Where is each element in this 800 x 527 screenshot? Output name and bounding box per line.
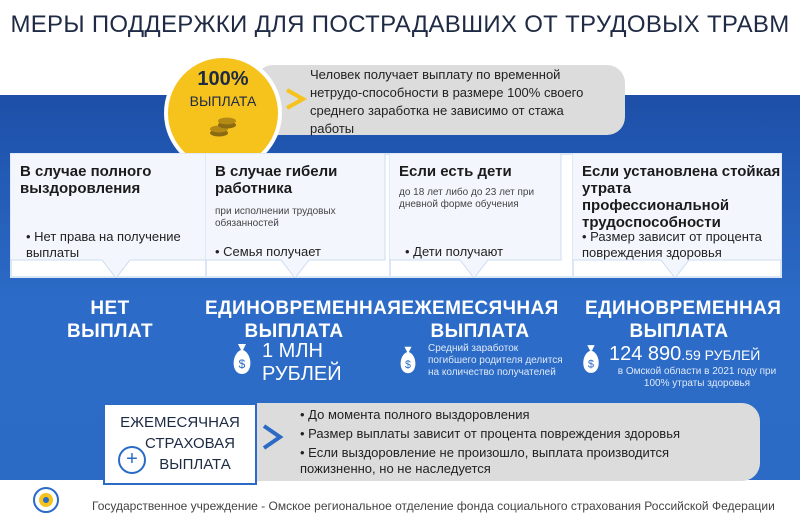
monthly-line2: СТРАХОВАЯ <box>144 435 236 452</box>
page-title: МЕРЫ ПОДДЕРЖКИ ДЛЯ ПОСТРАДАВШИХ ОТ ТРУДОВЫХ ТРАВМ <box>10 11 790 38</box>
monthly-bullet: • До момента полного выздоровления <box>300 407 530 422</box>
card-full-recovery <box>10 153 223 278</box>
card-bullet: • Семья получает <box>215 244 321 259</box>
fss-logo-icon <box>33 487 59 513</box>
svg-text:$: $ <box>405 358 411 371</box>
plus-circle-icon: + <box>118 446 146 474</box>
arrow-right-icon <box>262 424 288 450</box>
card-worker-death <box>205 153 418 278</box>
svg-text:$: $ <box>238 357 246 371</box>
monthly-note: Средний заработок погибшего родителя делится на количество получателей <box>428 343 563 378</box>
card-title: Если установлена стойкая утрата профессиональной трудоспособности <box>582 163 781 231</box>
result-lump-sum: ЕДИНОВРЕМЕННАЯ ВЫПЛАТА <box>205 298 402 342</box>
footer-text: Государственное учреждение - Омское региональное отделение фонда социального страхования Российской Федерации <box>92 499 775 513</box>
card-subtitle: до 18 лет либо до 23 лет при дневной форме обучения <box>399 187 535 210</box>
amount-1-million: 1 МЛН РУБЛЕЙ <box>262 340 342 385</box>
coins-icon <box>209 116 237 138</box>
disability-note: в Омской области в 2021 году при 100% утраты здоровья <box>617 366 777 389</box>
money-bag-icon <box>396 345 420 375</box>
card-bullet: • Дети получают <box>405 244 504 259</box>
card-title: Если есть дети <box>399 163 512 180</box>
card-title: В случае полного выздоровления <box>20 163 152 197</box>
card-children <box>389 153 602 278</box>
amount-disability: 124 890.59 РУБЛЕЙ <box>609 343 761 365</box>
card-subtitle: при исполнении трудовых обязанностей <box>215 206 336 229</box>
card-permanent-disability <box>572 153 782 278</box>
card-bullet: • Размер зависит от процента повреждения здоровья <box>582 229 762 260</box>
card-title: В случае гибели работника <box>215 163 338 197</box>
monthly-line3: ВЫПЛАТА <box>159 456 231 473</box>
result-lump-sum-disability: ЕДИНОВРЕМЕННАЯ ВЫПЛАТА <box>585 298 782 342</box>
monthly-bullet: • Размер выплаты зависит от процента повреждения здоровья <box>300 426 681 441</box>
arrow-right-icon <box>285 88 311 110</box>
percent-badge <box>168 58 278 168</box>
top-info-text: Человек получает выплату по временной нетрудо-способности в размере 100% своего среднего заработка не зависимо от стажа работы <box>310 67 584 136</box>
badge-label: ВЫПЛАТА <box>189 93 257 109</box>
money-bag-icon <box>579 343 603 375</box>
monthly-bullet: • Если выздоровление не произошло, выплата производится пожизненно, но не наследуется <box>300 445 670 476</box>
result-no-payment: НЕТ ВЫПЛАТ <box>66 298 154 342</box>
monthly-line1: ЕЖЕМЕСЯЧНАЯ <box>120 414 240 431</box>
money-bag-icon <box>229 342 255 376</box>
result-monthly: ЕЖЕМЕСЯЧНАЯ ВЫПЛАТА <box>401 298 559 342</box>
card-bullet: • Нет права на получение выплаты <box>26 229 181 260</box>
badge-percent: 100% <box>197 68 249 90</box>
svg-text:$: $ <box>587 358 595 371</box>
